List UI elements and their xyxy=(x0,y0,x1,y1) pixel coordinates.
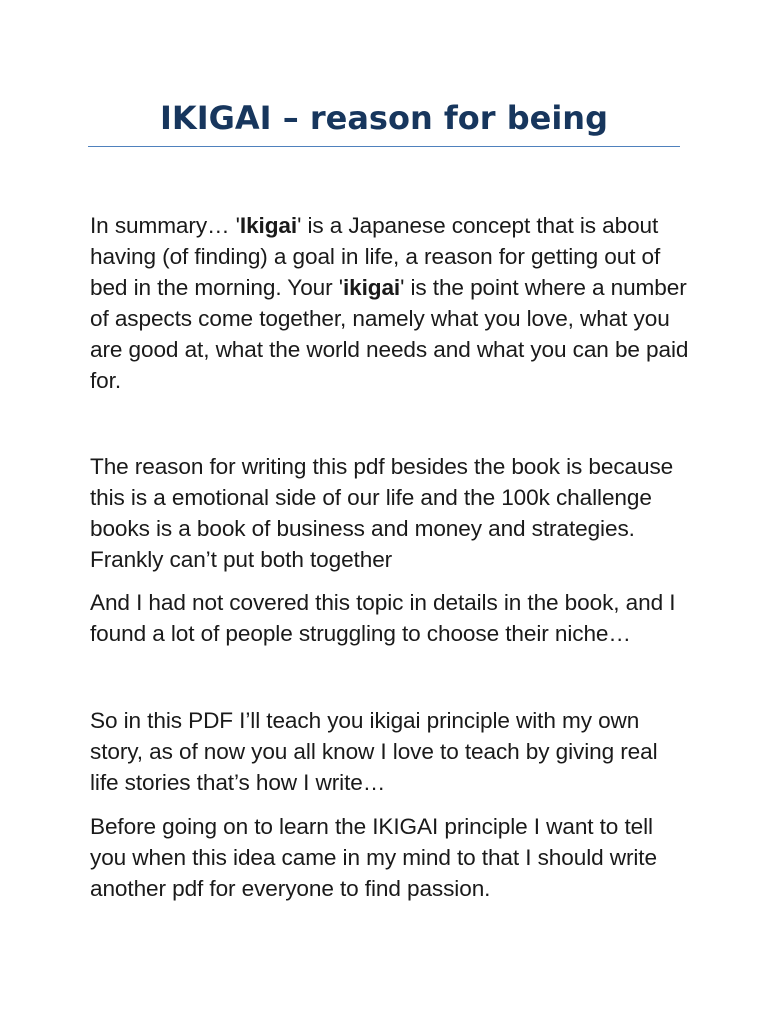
summary-text-2: ' is a Japanese concept that is about having (of finding) a goal in life, a reason for getting out of bed in the morning. Your ' xyxy=(90,213,661,300)
summary-text-3: ' is the point where a number of aspects come together, namely what you love, what you are good at, what the world needs and what you can be paid for. xyxy=(90,275,689,393)
summary-text-1: In summary… ' xyxy=(90,213,240,238)
ikigai-term-bold: Ikigai xyxy=(239,213,298,238)
paragraph-reason: The reason for writing this pdf besides the book is because this is a emotional side of our life and the 100k challenge books is a book of business and money and strategies. Frankly can’t put both together xyxy=(90,454,674,572)
document-title: IKIGAI – reason for being xyxy=(160,99,608,137)
ikigai-term-bold-2: ikigai xyxy=(342,275,401,300)
paragraph-summary xyxy=(90,210,690,396)
paragraph-teach: So in this PDF I’ll teach you ikigai principle with my own story, as of now you all know I love to teach by giving real life stories that’s how I write… xyxy=(90,708,658,795)
paragraph-before: Before going on to learn the IKIGAI principle I want to tell you when this idea came in my mind to that I should write another pdf for everyone to find passion. xyxy=(90,814,657,901)
title-underline xyxy=(88,146,680,147)
paragraph-not-covered: And I had not covered this topic in details in the book, and I found a lot of people struggling to choose their niche… xyxy=(90,590,676,646)
